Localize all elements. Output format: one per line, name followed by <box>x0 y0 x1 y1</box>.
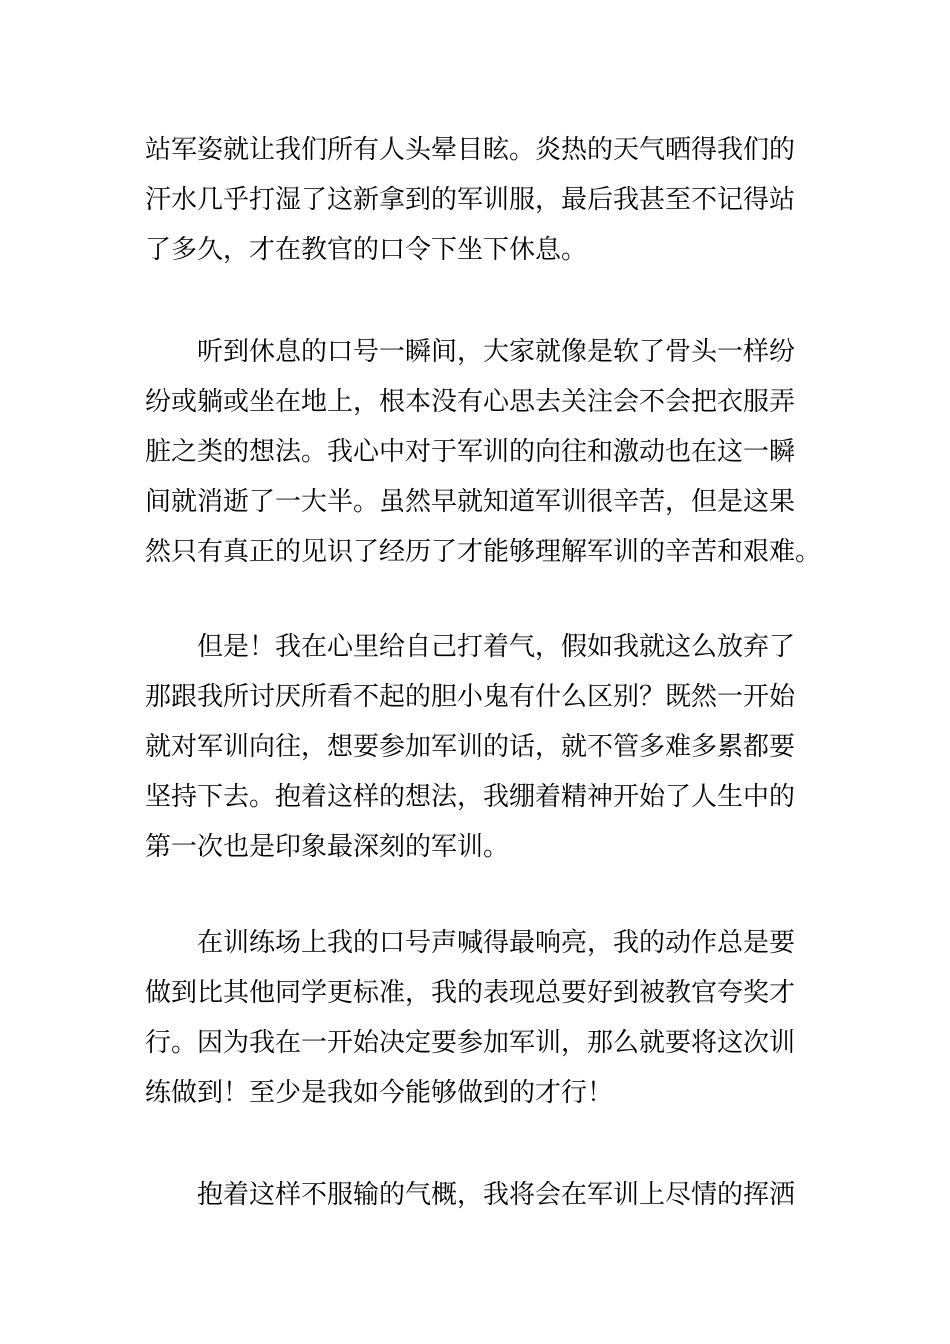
paragraph-line: 就对军训向往，想要参加军训的话，就不管多难多累都要 <box>145 732 796 762</box>
paragraph-line: 在训练场上我的口号声喊得最响亮，我的动作总是要 <box>197 928 796 958</box>
paragraph-line: 听到休息的口号一瞬间，大家就像是软了骨头一样纷 <box>197 337 796 367</box>
paragraph-line: 那跟我所讨厌所看不起的胆小鬼有什么区别？既然一开始 <box>145 682 796 712</box>
paragraph-line: 间就消逝了一大半。虽然早就知道军训很辛苦，但是这果 <box>145 487 796 517</box>
paragraph-line: 坚持下去。抱着这样的想法，我绷着精神开始了人生中的 <box>145 782 796 812</box>
paragraph-line: 练做到！至少是我如今能够做到的才行！ <box>145 1078 614 1108</box>
paragraph-line: 第一次也是印象最深刻的军训。 <box>145 832 510 862</box>
paragraph-line: 汗水几乎打湿了这新拿到的军训服，最后我甚至不记得站 <box>145 185 796 215</box>
paragraph-line: 抱着这样不服输的气概，我将会在军训上尽情的挥洒 <box>197 1180 796 1210</box>
paragraph-line: 纷或躺或坐在地上，根本没有心思去关注会不会把衣服弄 <box>145 387 796 417</box>
paragraph-line: 做到比其他同学更标准，我的表现总要好到被教官夸奖才 <box>145 978 796 1008</box>
paragraph-line: 然只有真正的见识了经历了才能够理解军训的辛苦和艰难。 <box>145 537 822 567</box>
paragraph-line: 行。因为我在一开始决定要参加军训，那么就要将这次训 <box>145 1028 796 1058</box>
paragraph-line: 了多久，才在教官的口令下坐下休息。 <box>145 235 588 265</box>
paragraph-line: 脏之类的想法。我心中对于军训的向往和激动也在这一瞬 <box>145 437 796 467</box>
paragraph-line: 站军姿就让我们所有人头晕目眩。炎热的天气晒得我们的 <box>145 135 796 165</box>
paragraph-line: 但是！我在心里给自己打着气，假如我就这么放弃了 <box>197 632 796 662</box>
